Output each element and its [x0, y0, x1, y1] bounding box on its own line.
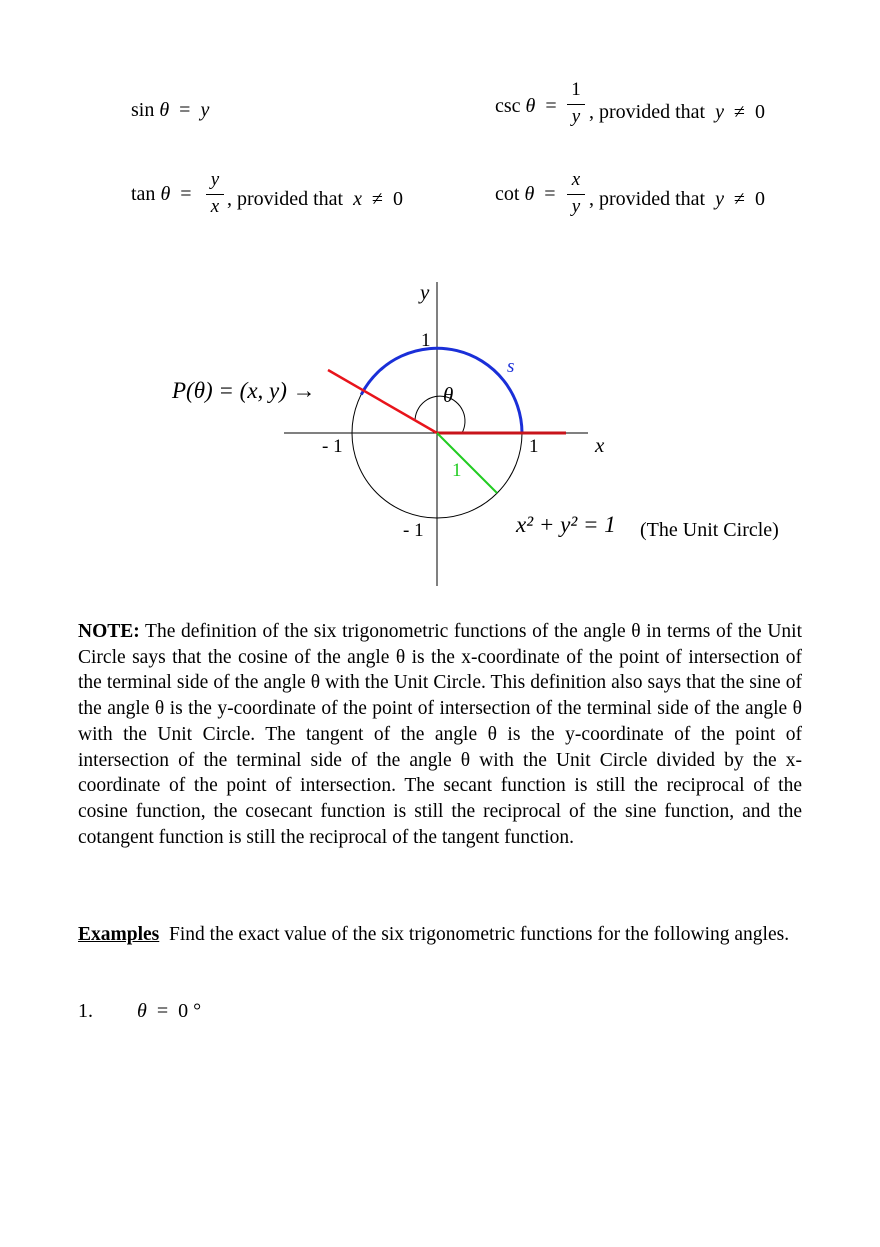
- formula-csc: [495, 94, 557, 118]
- formula-cot: [495, 182, 556, 206]
- condition-var: x: [353, 188, 362, 210]
- y-axis-label: y: [420, 280, 430, 304]
- condition-value: 0: [754, 101, 765, 123]
- rhs-value: y: [200, 99, 210, 121]
- example-value: 0: [178, 1000, 189, 1022]
- comma: ,: [589, 101, 594, 123]
- fraction-csc: [567, 80, 585, 127]
- arc-label-s: s: [507, 356, 515, 377]
- func-name: tan: [131, 183, 156, 205]
- terminal-side: [328, 370, 437, 433]
- numerator: x: [571, 169, 581, 190]
- condition-tan: [227, 187, 403, 211]
- condition-value: 0: [754, 188, 765, 210]
- examples-intro: Find the exact value of the six trigonometric functions for the following angles.: [169, 924, 790, 945]
- tick-label-left: - 1: [322, 436, 343, 457]
- examples-title: Examples: [78, 924, 160, 945]
- circle-caption: (The Unit Circle): [640, 519, 779, 541]
- angle-label-theta: θ: [443, 383, 454, 407]
- example-number: 1.: [78, 1000, 93, 1022]
- tick-label-bottom: - 1: [403, 520, 424, 541]
- condition-text: provided that: [237, 188, 344, 210]
- numerator: y: [210, 169, 220, 190]
- func-name: cot: [495, 183, 520, 205]
- denominator: y: [571, 106, 581, 127]
- condition-var: y: [715, 188, 724, 210]
- arc-s: [361, 348, 522, 433]
- condition-var: y: [715, 101, 724, 123]
- comma: ,: [227, 188, 232, 210]
- equals-sign: =: [544, 183, 556, 205]
- not-equal-sign: ≠: [733, 188, 745, 210]
- point-label: P(θ) = (x, y) →: [172, 378, 316, 403]
- formula-sin: [131, 98, 209, 122]
- denominator: y: [571, 196, 581, 217]
- note-label: NOTE:: [78, 621, 140, 642]
- note-paragraph: [78, 619, 802, 850]
- fraction-tan: [206, 170, 224, 217]
- formula-tan: [131, 182, 192, 206]
- fraction-cot: [567, 170, 585, 217]
- numerator: 1: [571, 79, 581, 100]
- tick-label-top: 1: [421, 330, 431, 351]
- radius-label: 1: [452, 460, 462, 481]
- not-equal-sign: ≠: [371, 188, 383, 210]
- note-text: The definition of the six trigonometric functions of the angle θ in terms of the Unit Circle says that the cosine of the angle θ is the x-coordinate of the point of intersection of the terminal side of the angle θ with the Unit Circle. This definition also says that the sine of the angle θ is the y-coordinate of the point of intersection of the terminal side of the angle θ with the Unit Circle. The tangent of the angle θ is the y-coordinate of the point of intersection of the terminal side of the angle θ with the Unit Circle divided by the x-coordinate of the point of intersection. The secant function is still the reciprocal of the cosine function, the cosecant function is still the reciprocal of the sine function, and the cotangent function is still the reciprocal of the tangent function.: [78, 621, 802, 848]
- denominator: x: [210, 196, 220, 217]
- func-name: csc: [495, 95, 521, 117]
- theta-symbol: θ: [524, 183, 535, 205]
- condition-text: provided that: [599, 101, 706, 123]
- radius-line: [437, 433, 497, 493]
- tick-label-right: 1: [529, 436, 539, 457]
- not-equal-sign: ≠: [733, 101, 745, 123]
- example-theta: θ: [137, 1000, 147, 1022]
- condition-cot: [589, 187, 765, 211]
- unit-circle-diagram: [0, 270, 880, 600]
- condition-value: 0: [392, 188, 403, 210]
- angle-arc: [415, 396, 465, 433]
- theta-symbol: θ: [159, 99, 170, 121]
- theta-symbol: θ: [160, 183, 171, 205]
- examples-section: [78, 922, 802, 948]
- degree-symbol: °: [193, 1000, 202, 1022]
- example-equals: =: [156, 1000, 169, 1022]
- equals-sign: =: [179, 99, 191, 121]
- condition-csc: [589, 100, 765, 124]
- equals-sign: =: [545, 95, 557, 117]
- func-name: sin: [131, 99, 155, 121]
- circle-equation: x² + y² = 1: [516, 512, 616, 537]
- theta-symbol: θ: [525, 95, 536, 117]
- example-item: [78, 999, 201, 1023]
- x-axis-label: x: [595, 433, 605, 457]
- equals-sign: =: [180, 183, 192, 205]
- comma: ,: [589, 188, 594, 210]
- condition-text: provided that: [599, 188, 706, 210]
